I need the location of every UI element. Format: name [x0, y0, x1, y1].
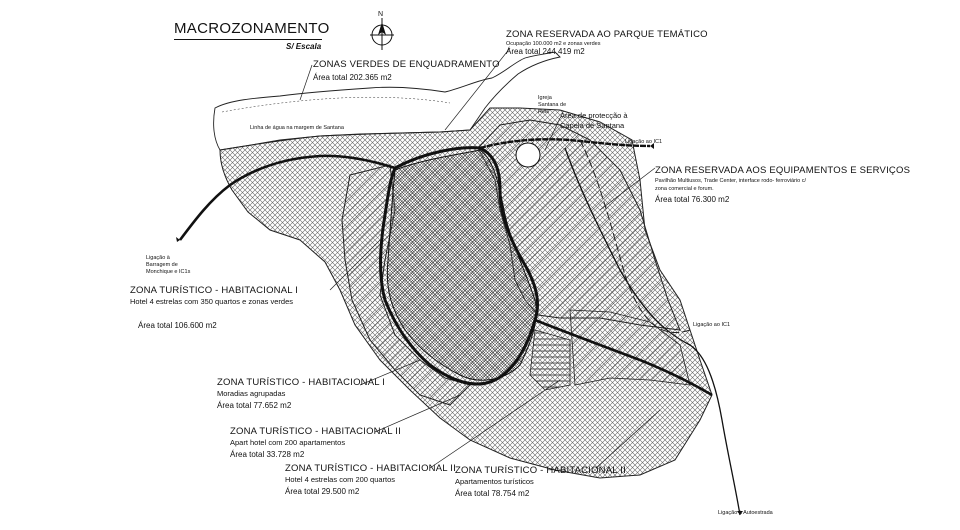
coastline-label: Linha de água na margem de Santana: [250, 125, 344, 131]
zona-th2-b-area: Área total 29.500 m2: [285, 487, 360, 496]
zona-th1-upper-title: ZONA TURÍSTICO - HABITACIONAL I: [130, 285, 299, 296]
ligacao-barragem-1: Ligação à: [146, 255, 170, 261]
zona-th2-c-area: Área total 78.754 m2: [455, 489, 530, 498]
zona-parque-area: Área total 244.419 m2: [506, 47, 585, 56]
zona-th2-a-sub: Apart hotel com 200 apartamentos: [230, 438, 346, 447]
zona-th2-a-title: ZONA TURÍSTICO - HABITACIONAL II: [230, 426, 401, 437]
zona-equip-sub2: zona comercial e forum.: [655, 186, 714, 192]
scale-label: S/ Escala: [286, 42, 322, 51]
ligacao-barragem-3: Monchique e IC1s: [146, 269, 191, 275]
north-label: N: [378, 11, 384, 18]
ligacao-autoestrada: Ligação à Autoestrada: [718, 510, 773, 516]
zona-th2-b-sub: Hotel 4 estrelas com 200 quartos: [285, 475, 396, 484]
protecao-line2: Capela de Santana: [560, 121, 625, 130]
ligacao-ic1-a: Ligação ao IC1: [625, 139, 662, 145]
ligacao-barragem-2: Barragem de: [146, 262, 178, 268]
zona-equip-sub1: Pavilhão Multiusos, Trade Center, interface rodo- ferroviário c/: [655, 178, 807, 184]
zona-th1-upper-area: Área total 106.600 m2: [138, 321, 217, 330]
igreja-label-2: Santana de: [538, 102, 567, 108]
protecao-line1: Área de protecção à: [560, 111, 628, 120]
zona-th2-a-area: Área total 33.728 m2: [230, 450, 305, 459]
zona-th1-lower-title: ZONA TURÍSTICO - HABITACIONAL I: [217, 377, 386, 388]
zona-th1-lower-area: Área total 77.652 m2: [217, 401, 292, 410]
title-underline: [174, 39, 322, 40]
zona-th2-c-sub: Apartamentos turísticos: [455, 477, 534, 486]
zona-th2-horizontal: [530, 330, 570, 390]
zona-parque-sub: Ocupação 100.000 m2 e zonas verdes: [506, 41, 601, 47]
zona-equip-title: ZONA RESERVADA AOS EQUIPAMENTOS E SERVIÇOS: [655, 165, 911, 176]
ligacao-ic1-b: Ligação ao IC1: [693, 322, 730, 328]
zona-th2-c-title: ZONA TURÍSTICO - HABITACIONAL II: [455, 465, 626, 476]
zona-th1-lower-sub: Moradias agrupadas: [217, 389, 286, 398]
zona-th2-b-title: ZONA TURÍSTICO - HABITACIONAL II: [285, 463, 456, 474]
zona-verdes-title: ZONAS VERDES DE ENQUADRAMENTO: [313, 59, 500, 70]
north-arrow-icon: [370, 18, 394, 50]
zona-verdes-area: Área total 202.365 m2: [313, 73, 392, 82]
zona-equip-area: Área total 76.300 m2: [655, 195, 730, 204]
page-title: MACROZONAMENTO: [174, 20, 330, 37]
zona-parque-title: ZONA RESERVADA AO PARQUE TEMÁTICO: [506, 29, 708, 40]
zona-th1-upper-sub: Hotel 4 estrelas com 350 quartos e zonas verdes: [130, 297, 294, 306]
igreja-label-3: Reis: [538, 109, 550, 115]
capela-protection-circle: [516, 143, 540, 167]
igreja-label-1: Igreja: [538, 95, 552, 101]
